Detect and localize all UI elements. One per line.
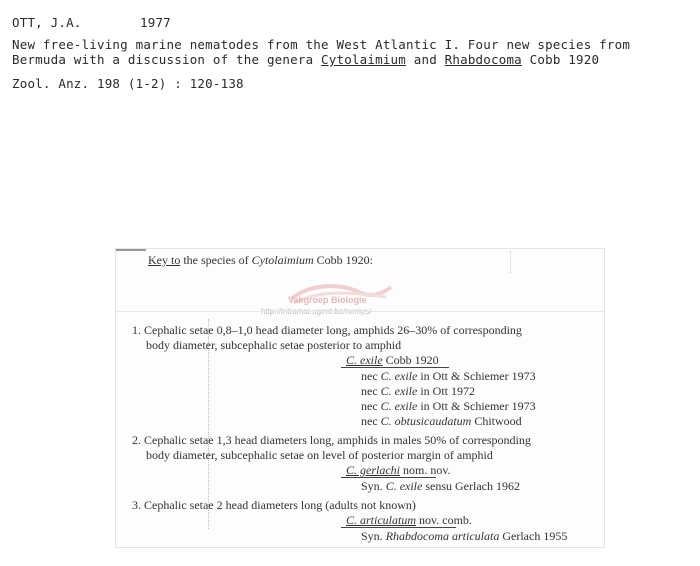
syn-prefix: Syn.	[361, 479, 386, 493]
syn-prefix: nec	[361, 414, 381, 428]
synonym-line	[361, 414, 522, 429]
taxon-rule	[341, 477, 436, 478]
syn-taxon: C. exile	[380, 384, 418, 398]
year-label: 1977	[140, 15, 171, 30]
synonym-line	[361, 384, 475, 399]
synonym-line	[361, 479, 520, 494]
syn-authority: in Ott & Schiemer 1973	[417, 369, 536, 383]
title-line-2	[12, 52, 599, 67]
key-entry-1-line1: 1. Cephalic setae 0,8–1,0 head diameter long, amphids 26–30% of corresponding	[132, 323, 522, 337]
taxon-authority: nom. nov.	[400, 463, 451, 477]
title-text: Bermuda with a discussion of the genera	[12, 52, 322, 67]
key-heading-prefix: Key to	[148, 253, 181, 267]
genus-rhabdocoma: Rhabdocoma	[444, 52, 522, 67]
genus-cytolaimium: Cytolaimium	[321, 52, 407, 67]
clip-separator	[116, 311, 604, 312]
watermark-url: http://intramar.ugent.be/nemys/	[261, 307, 372, 316]
syn-authority: in Ott & Schiemer 1973	[417, 399, 536, 413]
taxon-authority: Cobb 1920	[382, 353, 439, 367]
synonym-line	[361, 399, 536, 414]
title-end: Cobb 1920	[521, 52, 600, 67]
key-entry-1-line2: body diameter, subcephalic setae posterior to amphid	[146, 338, 402, 352]
clip-edge-line	[116, 249, 146, 251]
key-heading-mid: the species of	[180, 253, 252, 267]
taxon-rule	[341, 527, 456, 528]
syn-taxon: C. exile	[380, 399, 418, 413]
key-clipping	[115, 248, 605, 548]
syn-authority: sensu Gerlach 1962	[422, 479, 520, 493]
syn-taxon: Rhabdocoma articulata	[385, 529, 500, 543]
syn-taxon: C. exile	[385, 479, 423, 493]
synonym-line	[361, 529, 567, 544]
syn-prefix: nec	[361, 384, 381, 398]
syn-taxon: C. obtusicaudatum	[380, 414, 472, 428]
taxon-authority: nov. comb.	[416, 513, 472, 527]
title-and: and	[406, 52, 445, 67]
taxon-name: C. articulatum	[346, 513, 417, 527]
key-entry-3-taxon	[346, 513, 472, 528]
syn-prefix: Syn.	[361, 529, 386, 543]
watermark-org: Vakgroep Biologie	[288, 295, 367, 305]
title-line-1: New free-living marine nematodes from the West Atlantic I. Four new species from	[12, 37, 631, 52]
syn-authority: Chitwood	[471, 414, 522, 428]
author-line: OTT, J.A.	[12, 15, 82, 30]
syn-authority: in Ott 1972	[417, 384, 475, 398]
taxon-name: C. exile	[346, 353, 383, 367]
synonym-line	[361, 369, 536, 384]
dotted-guide	[510, 251, 511, 273]
syn-authority: Gerlach 1955	[499, 529, 568, 543]
key-entry-3-line1: 3. Cephalic setae 2 head diameters long (adults not known)	[132, 498, 416, 512]
syn-prefix: nec	[361, 369, 381, 383]
key-heading-suffix: Cobb 1920:	[313, 253, 373, 267]
syn-taxon: C. exile	[380, 369, 418, 383]
key-entry-2-line2: body diameter, subcephalic setae on level of posterior margin of amphid	[146, 448, 493, 462]
syn-prefix: nec	[361, 399, 381, 413]
key-entry-2-taxon	[346, 463, 451, 478]
key-heading-genus: Cytolaimium	[251, 253, 314, 267]
key-heading	[148, 253, 373, 268]
taxon-name: C. gerlachi	[346, 463, 400, 477]
key-entry-2-line1: 2. Cephalic setae 1,3 head diameters long, amphids in males 50% of corresponding	[132, 433, 531, 447]
taxon-rule	[341, 367, 449, 368]
journal-citation: Zool. Anz. 198 (1-2) : 120-138	[12, 76, 244, 91]
key-entry-1-taxon	[346, 353, 439, 368]
